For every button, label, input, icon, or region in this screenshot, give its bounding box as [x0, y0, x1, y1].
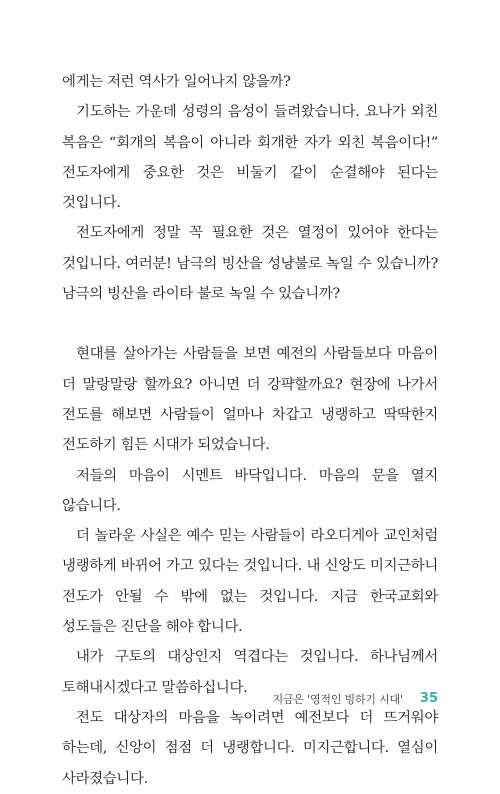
- body-text: [62, 67, 438, 794]
- paragraph: 저들의 마음이 시멘트 바닥입니다. 마음의 문을 열지 않습니다.: [62, 467, 438, 514]
- page-footer: [0, 688, 438, 708]
- paragraph: 내가 구토의 대상인지 역겹다는 것입니다. 하나님께서 토해내시겠다고 말씀하십니다.: [62, 649, 438, 696]
- paragraph: 기도하는 가운데 성령의 음성이 들려왔습니다. 요나가 외친 복음은 “회개의 복음이 아니라 회개한 자가 외친 복음이다!” 전도자에게 중요한 것은 비둘기 같이 순결해야 된다는 것입니다.: [62, 104, 438, 212]
- paragraph: 더 놀라운 사실은 예수 믿는 사람들이 라오디게아 교인처럼 냉랭하게 바뀌어 가고 있다는 것입니다. 내 신앙도 미지근하니 전도가 안될 수 밖에 없는 것입니다. 지금 한국교회와 성도들은 진단을 해야 합니다.: [62, 528, 438, 636]
- page-number: 35: [419, 691, 438, 706]
- running-title: 지금은 '영적인 빙하기 시대': [272, 692, 403, 706]
- section-gap: [62, 309, 438, 339]
- paragraph: 현대를 살아가는 사람들을 보면 예전의 사람들보다 마음이 더 말랑말랑 할까요? 아니면 더 강퍅할까요? 현장에 나가서 전도를 해보면 사람들이 얼마나 차갑고 냉랭하고 딱딱한지 전도하기 힘든 시대가 되었습니다.: [62, 346, 438, 454]
- paragraph: 전도자에게 정말 꼭 필요한 것은 열정이 있어야 한다는 것입니다. 여러분! 남극의 빙산을 성냥불로 녹일 수 있습니까? 남극의 빙산을 라이타 불로 녹일 수 있습니까?: [62, 225, 438, 303]
- paragraph-continuation: 에게는 저런 역사가 일어나지 않을까?: [62, 74, 291, 90]
- paragraph: 전도 대상자의 마음을 녹이려면 예전보다 더 뜨거워야 하는데, 신앙이 점점 더 냉랭합니다. 미지근합니다. 열심이 사라졌습니다.: [62, 709, 438, 787]
